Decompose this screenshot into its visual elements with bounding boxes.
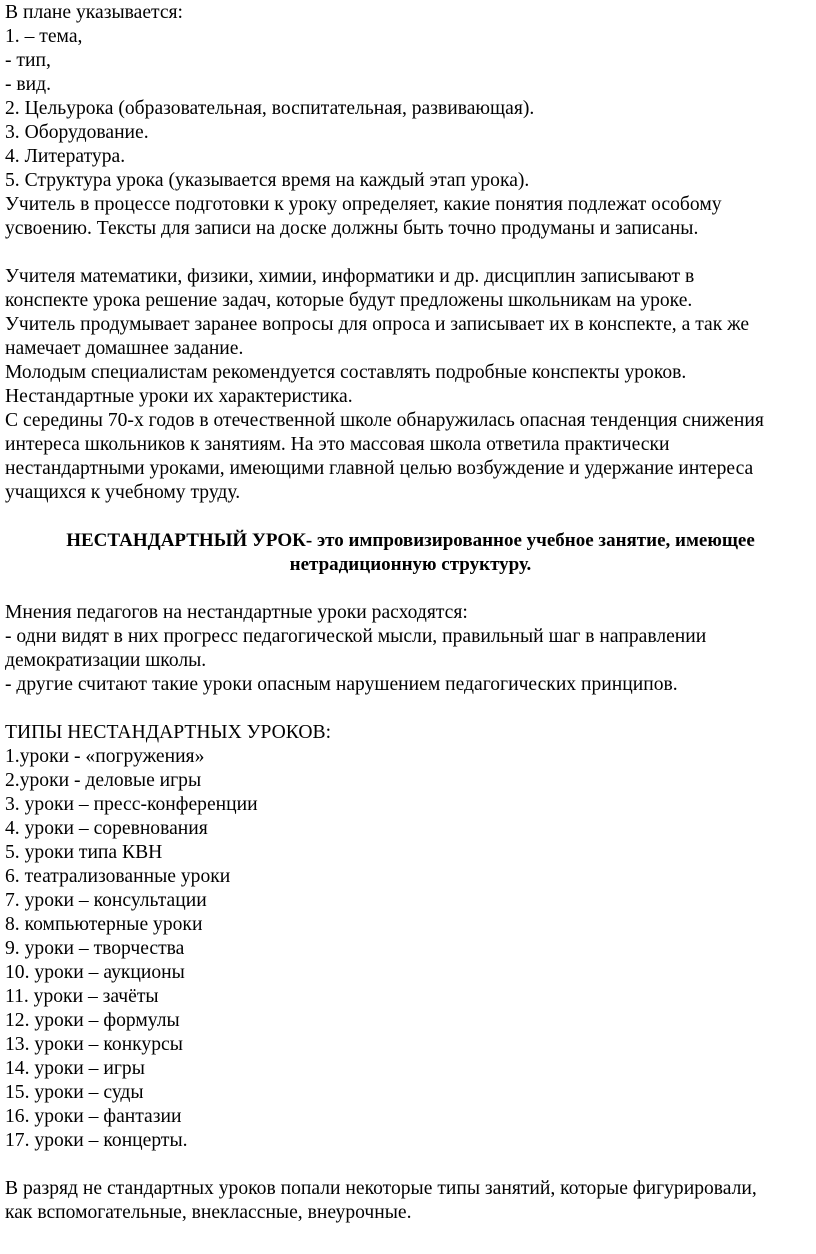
types-list-item: 16. уроки – фантазии xyxy=(5,1106,182,1127)
plan-item: 3. Оборудование. xyxy=(5,122,149,143)
types-list-item: 8. компьютерные уроки xyxy=(5,914,203,935)
types-list-item: 1.уроки - «погружения» xyxy=(5,746,205,767)
types-list-item: 2.уроки - деловые игры xyxy=(5,770,202,791)
spacer xyxy=(5,577,816,601)
paragraph-line: намечает домашнее задание. xyxy=(5,338,244,359)
paragraph-line: Учителя математики, физики, химии, информатики и др. дисциплин записывают в xyxy=(5,266,695,287)
opinions-line: - другие считают такие уроки опасным нарушением педагогических принципов. xyxy=(5,674,678,695)
closing-line: В разряд не стандартных уроков попали некоторые типы занятий, которые фигурировали, xyxy=(5,1178,757,1199)
types-list-item: 9. уроки – творчества xyxy=(5,938,185,959)
paragraph-line: интереса школьников к занятиям. На это массовая школа ответила практически xyxy=(5,434,670,455)
plan-intro: В плане указывается: xyxy=(5,2,183,23)
types-list-item: 15. уроки – суды xyxy=(5,1082,144,1103)
paragraph-line: учащихся к учебному труду. xyxy=(5,482,241,503)
types-list-item: 3. уроки – пресс-конференции xyxy=(5,794,258,815)
definition-heading-line-2: нетрадиционную структуру. xyxy=(289,554,532,575)
types-list-item: 6. театрализованные уроки xyxy=(5,866,231,887)
paragraph-line: Молодым специалистам рекомендуется составлять подробные конспекты уроков. xyxy=(5,362,687,383)
paragraph-line: нестандартными уроками, имеющими главной целью возбуждение и удержание интереса xyxy=(5,458,754,479)
closing-line: как вспомогательные, внеклассные, внеурочные. xyxy=(5,1202,412,1223)
plan-item: 5. Структура урока (указывается время на каждый этап урока). xyxy=(5,170,530,191)
paragraph-line: С середины 70-х годов в отечественной школе обнаружилась опасная тенденция снижения xyxy=(5,410,764,431)
types-list-item: 11. уроки – зачёты xyxy=(5,986,159,1007)
opinions-line: демократизации школы. xyxy=(5,650,207,671)
paragraph-line: конспекте урока решение задач, которые будут предложены школьникам на уроке. xyxy=(5,290,693,311)
paragraph-line: Учитель в процессе подготовки к уроку определяет, какие понятия подлежат особому xyxy=(5,194,722,215)
plan-item: 1. – тема, xyxy=(5,26,83,47)
paragraph-line: Нестандартные уроки их характеристика. xyxy=(5,386,353,407)
types-list-item: 7. уроки – консультации xyxy=(5,890,207,911)
types-list-item: 4. уроки – соревнования xyxy=(5,818,208,839)
spacer xyxy=(5,241,816,265)
types-list-item: 17. уроки – концерты. xyxy=(5,1130,188,1151)
plan-item: - вид. xyxy=(5,74,52,95)
plan-item: 4. Литература. xyxy=(5,146,126,167)
paragraph-line: усвоению. Тексты для записи на доске должны быть точно продуманы и записаны. xyxy=(5,218,699,239)
definition-heading-line-1: НЕСТАНДАРТНЫЙ УРОК- это импровизированное учебное занятие, имеющее xyxy=(66,530,755,551)
plan-item: - тип, xyxy=(5,50,51,71)
types-list-item: 5. уроки типа КВН xyxy=(5,842,163,863)
types-title: ТИПЫ НЕСТАНДАРТНЫХ УРОКОВ: xyxy=(5,722,332,743)
spacer xyxy=(5,1153,816,1177)
paragraph-line: Учитель продумывает заранее вопросы для опроса и записывает их в конспекте, а так же xyxy=(5,314,750,335)
types-list-item: 13. уроки – конкурсы xyxy=(5,1034,183,1055)
plan-item: 2. Цельурока (образовательная, воспитательная, развивающая). xyxy=(5,98,535,119)
types-list-item: 14. уроки – игры xyxy=(5,1058,145,1079)
types-list-item: 12. уроки – формулы xyxy=(5,1010,180,1031)
spacer xyxy=(5,505,816,529)
spacer xyxy=(5,697,816,721)
types-list-item: 10. уроки – аукционы xyxy=(5,962,185,983)
opinions-line: Мнения педагогов на нестандартные уроки расходятся: xyxy=(5,602,468,623)
opinions-line: - одни видят в них прогресс педагогической мысли, правильный шаг в направлении xyxy=(5,626,707,647)
